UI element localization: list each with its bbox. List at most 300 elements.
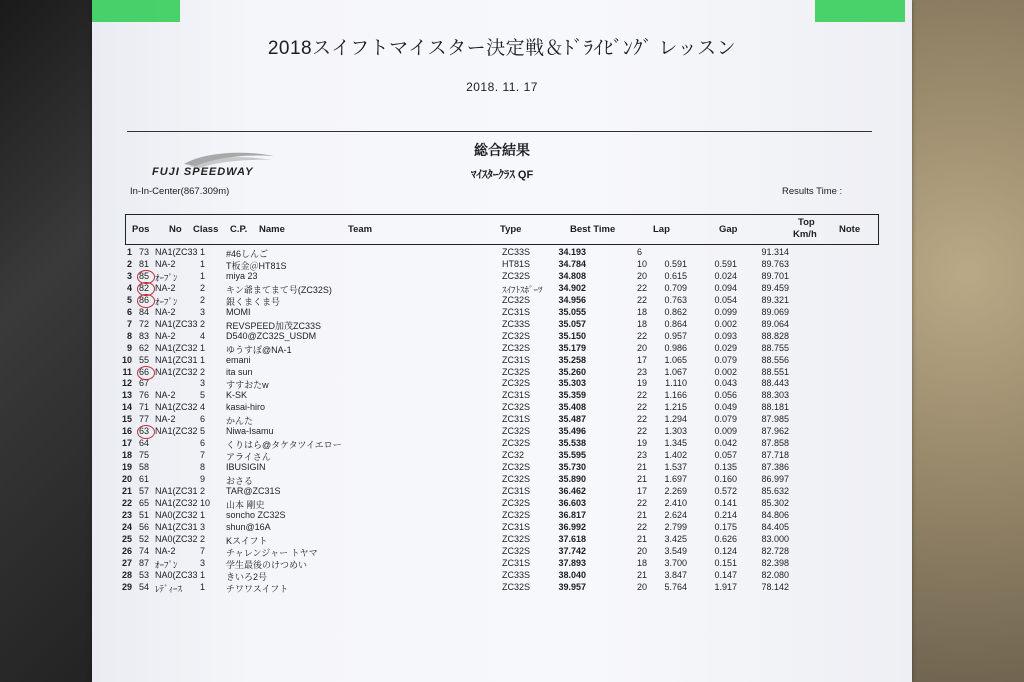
event-date: 2018. 11. 17 [466,80,538,94]
top-speed-cell: 84.806 [761,509,789,520]
best-time-cell: 36.992 [558,521,586,532]
best-time-cell: 36.603 [558,497,586,508]
col-team: Team [348,224,373,235]
type-cell: ZC32S [502,474,531,485]
no-cell: 74 [139,545,150,556]
table-row [92,307,912,319]
lap-cell: 19 [637,438,648,449]
no-cell: 77 [139,414,150,425]
no-cell: 53 [139,569,150,580]
top-speed-cell: 89.459 [761,282,789,293]
lap-cell: 18 [637,318,648,329]
gap-diff-cell: 0.057 [714,450,737,461]
table-row [92,570,912,582]
cp-cell: 2 [200,533,206,544]
cp-cell: 8 [200,462,206,473]
cp-cell: 4 [200,330,206,341]
name-cell: アライさん [226,452,271,463]
best-time-cell: 38.040 [558,569,586,580]
no-cell: 72 [139,318,150,329]
gap-diff-cell: 0.056 [714,390,737,401]
lap-cell: 22 [637,497,648,508]
cp-cell: 1 [200,509,206,520]
cp-cell: 3 [200,378,206,389]
class-cell: NA0(ZC32 [155,509,198,520]
lap-cell: 21 [637,533,648,544]
table-row [92,450,912,462]
name-cell: チワワスイフト [226,583,289,594]
gap-cell: 3.549 [664,545,687,556]
gap-cell: 0.957 [664,330,687,341]
cp-cell: 1 [200,270,206,281]
class-cell: NA1(ZC31 [155,521,198,532]
top-speed-cell: 84.405 [761,521,789,532]
table-row [92,414,912,426]
class-cell: NA-2 [155,545,176,556]
top-speed-cell: 87.985 [761,414,789,425]
gap-cell: 2.624 [664,509,687,520]
type-cell: ZC32S [502,509,531,520]
class-cell: NA1(ZC32 [155,426,198,437]
pos-cell: 9 [126,342,132,353]
cp-cell: 2 [200,318,206,329]
no-cell: 76 [139,390,150,401]
name-cell: IBUSIGIN [226,462,266,473]
lap-cell: 20 [637,270,648,281]
best-time-cell: 37.742 [558,545,586,556]
name-cell: かんた [226,416,254,427]
lap-cell: 23 [637,450,648,461]
gap-cell: 0.709 [664,282,687,293]
type-cell: ZC31S [502,390,531,401]
type-cell: ZC31S [502,354,531,365]
best-time-cell: 35.150 [558,330,586,341]
gap-cell: 2.799 [664,521,687,532]
cp-cell: 1 [200,569,206,580]
top-speed-cell: 88.551 [761,366,789,377]
lap-cell: 17 [637,486,648,496]
gap-diff-cell: 0.093 [714,330,737,341]
event-title: 2018スイフトマイスター決定戦＆ﾄﾞﾗｲﾋﾞﾝｸﾞ レッスン [267,38,737,59]
table-row [92,582,912,594]
gap-cell: 1.537 [664,462,687,473]
best-time-cell: 35.408 [558,402,586,413]
col-no: No [169,224,182,235]
top-speed-cell: 88.556 [761,354,789,365]
class-cell: NA1(ZC31 [155,486,198,496]
top-speed-cell: 86.997 [761,474,789,485]
class-cell: ﾚﾃﾞｨｰｽ [155,583,183,594]
class-cell: NA1(ZC32 [155,366,198,377]
type-cell: ZC32S [502,497,531,508]
cp-cell: 9 [200,474,206,485]
best-time-cell: 35.730 [558,462,586,473]
lap-cell: 21 [637,474,648,485]
gap-cell: 3.700 [664,557,687,568]
gap-cell: 3.847 [664,569,687,580]
no-cell: 75 [139,450,150,461]
table-row [92,462,912,474]
top-speed-cell: 89.701 [761,270,789,281]
table-row [92,534,912,546]
class-cell: NA-2 [155,390,176,401]
class-cell: NA0(ZC33 [155,569,198,580]
type-cell: ZC32S [502,294,531,305]
lap-cell: 20 [637,545,648,556]
cp-cell: 1 [200,247,206,257]
best-time-cell: 34.193 [558,247,586,257]
name-cell: #46しんご [226,249,269,259]
pos-cell: 17 [121,438,132,449]
best-time-cell: 36.817 [558,509,586,520]
table-row [92,271,912,283]
gap-cell: 5.764 [664,581,687,592]
type-cell: ZC32S [502,330,531,341]
table-row [92,402,912,414]
best-time-cell: 39.957 [558,581,586,592]
type-cell: ZC31S [502,306,531,317]
cp-cell: 6 [200,414,206,425]
col-kmh: Km/h [793,229,817,240]
class-cell: ｵｰﾌﾟﾝ [155,272,178,283]
gap-diff-cell: 0.024 [714,270,737,281]
name-cell: K-SK [226,390,248,401]
type-cell: ZC32 [502,450,525,461]
gap-cell: 1.065 [664,354,687,365]
no-cell: 51 [139,509,150,520]
top-speed-cell: 88.828 [761,330,789,341]
cp-cell: 5 [200,426,206,437]
results-heading: 総合結果 [474,142,530,158]
class-cell: NA1(ZC33 [155,247,198,257]
gap-cell: 1.067 [664,366,687,377]
col-lap: Lap [653,224,670,235]
cp-cell: 1 [200,581,206,592]
gap-diff-cell: 0.626 [714,533,737,544]
no-cell: 63 [139,426,150,437]
gap-diff-cell: 0.049 [714,402,737,413]
cp-cell: 2 [200,294,206,305]
name-cell: きいろ2号 [226,571,268,582]
col-gap: Gap [719,224,738,235]
lap-cell: 22 [637,426,648,437]
pos-cell: 23 [121,509,132,520]
gap-diff-cell: 0.002 [714,366,737,377]
results-sheet [92,0,912,682]
class-heading: ﾏｲｽﾀｰｸﾗｽ QF [470,169,534,181]
pos-cell: 10 [121,354,132,365]
name-cell: すすおたw [226,380,269,391]
table-row [92,331,912,343]
no-cell: 54 [139,581,150,592]
gap-diff-cell: 0.214 [714,509,737,520]
best-time-cell: 35.055 [558,306,586,317]
gap-diff-cell: 0.079 [714,414,737,425]
gap-diff-cell: 0.043 [714,378,737,389]
name-cell: チャレンジャー トヤマ [226,547,318,558]
no-cell: 86 [139,294,150,305]
class-cell: NA0(ZC32 [155,533,198,544]
top-speed-cell: 88.443 [761,378,789,389]
fuji-speedway-logo [144,150,294,188]
pos-cell: 22 [121,497,132,508]
top-speed-cell: 88.181 [761,402,789,413]
name-cell: miya 23 [226,270,258,281]
table-row [92,390,912,402]
name-cell: ゆうすぽ@NA-1 [226,344,292,355]
gap-cell: 2.269 [664,486,687,496]
table-row [92,486,912,498]
no-cell: 82 [139,282,150,293]
gap-diff-cell: 0.002 [714,318,737,329]
name-cell: MOMI [226,306,251,317]
cp-cell: 1 [200,342,206,353]
best-time-cell: 35.258 [558,354,586,365]
top-speed-cell: 87.962 [761,426,789,437]
best-time-cell: 37.893 [558,557,586,568]
gap-cell: 1.697 [664,474,687,485]
name-cell: shun@16A [226,521,271,532]
lap-cell: 22 [637,402,648,413]
pos-cell: 8 [126,330,132,341]
top-speed-cell: 85.302 [761,497,789,508]
no-cell: 55 [139,354,150,365]
pos-cell: 5 [126,294,132,305]
table-row [92,474,912,486]
class-cell: NA-2 [155,330,176,341]
top-speed-cell: 82.728 [761,545,789,556]
table-row [92,343,912,355]
no-cell: 57 [139,486,150,496]
class-cell: NA1(ZC31 [155,354,198,365]
gap-cell: 1.303 [664,426,687,437]
gap-diff-cell: 0.151 [714,557,737,568]
top-speed-cell: 88.755 [761,342,789,353]
logo-text: FUJI SPEEDWAY [152,166,254,178]
lap-cell: 21 [637,462,648,473]
class-cell: NA1(ZC32 [155,402,198,413]
lap-cell: 19 [637,378,648,389]
gap-diff-cell: 0.124 [714,545,737,556]
table-row [92,510,912,522]
pos-cell: 18 [121,450,132,461]
cp-cell: 2 [200,282,206,293]
type-cell: ｽｲﾌﾄｽﾎﾟｰﾂ [502,284,543,295]
best-time-cell: 34.956 [558,294,586,305]
lap-cell: 17 [637,354,648,365]
col-name: Name [259,224,285,235]
lap-cell: 23 [637,366,648,377]
col-note: Note [839,224,861,235]
name-cell: kasai-hiro [226,402,266,413]
best-time-cell: 35.538 [558,438,586,449]
no-cell: 52 [139,533,150,544]
cp-cell: 7 [200,450,206,461]
gap-diff-cell: 0.094 [714,282,737,293]
gap-diff-cell: 1.917 [714,581,737,592]
cp-cell: 3 [200,521,206,532]
no-cell: 87 [139,557,150,568]
top-speed-cell: 82.398 [761,557,789,568]
name-cell: 銀くまくま号 [226,296,281,307]
name-cell: 学生最後のけつめい [226,559,308,570]
best-time-cell: 35.890 [558,474,586,485]
table-row [92,283,912,295]
lap-cell: 22 [637,294,648,305]
gap-diff-cell: 0.141 [714,497,737,508]
gap-cell: 0.986 [664,342,687,353]
gap-cell: 0.591 [664,258,687,269]
no-cell: 71 [139,402,150,413]
cp-cell: 3 [200,557,206,568]
handwritten-circle-mark [137,294,155,308]
table-row [92,498,912,510]
pos-cell: 29 [121,581,132,592]
pos-cell: 6 [126,306,132,317]
type-cell: ZC33S [502,318,531,329]
type-cell: ZC31S [502,486,531,496]
best-time-cell: 35.496 [558,426,586,437]
col-cp: C.P. [230,224,248,235]
table-row [92,355,912,367]
type-cell: ZC33S [502,569,531,580]
no-cell: 84 [139,306,150,317]
class-cell: NA1(ZC32 [155,342,198,353]
type-cell: ZC32S [502,438,531,449]
top-speed-cell: 91.314 [761,247,789,257]
name-cell: soncho ZC32S [226,509,286,520]
cp-cell: 10 [200,497,211,508]
class-cell: NA-2 [155,414,176,425]
top-speed-cell: 82.080 [761,569,789,580]
pos-cell: 1 [126,247,132,257]
best-time-cell: 37.618 [558,533,586,544]
gap-diff-cell: 0.591 [714,258,737,269]
no-cell: 62 [139,342,150,353]
pos-cell: 14 [121,402,132,413]
name-cell: Kスイフト [226,535,268,546]
table-header [125,214,879,245]
gap-cell: 2.410 [664,497,687,508]
top-speed-cell: 87.718 [761,450,789,461]
pos-cell: 12 [121,378,132,389]
col-top: Top [798,217,815,228]
type-cell: HT81S [502,258,531,269]
pos-cell: 25 [121,533,132,544]
name-cell: TAR@ZC31S [226,486,281,496]
lap-cell: 22 [637,330,648,341]
lap-cell: 20 [637,581,648,592]
pos-cell: 26 [121,545,132,556]
pos-cell: 13 [121,390,132,401]
lap-cell: 22 [637,521,648,532]
divider [127,131,872,132]
best-time-cell: 35.595 [558,450,586,461]
tape-left [92,0,180,22]
class-cell: NA-2 [155,258,176,269]
pos-cell: 2 [126,258,132,269]
no-cell: 64 [139,438,150,449]
name-cell: キン爺まてまて号(ZC32S) [226,284,332,295]
no-cell: 66 [139,366,150,377]
table-row [92,558,912,570]
gap-cell: 1.402 [664,450,687,461]
top-speed-cell: 87.386 [761,462,789,473]
lap-cell: 20 [637,342,648,353]
pos-cell: 7 [126,318,132,329]
gap-diff-cell: 0.175 [714,521,737,532]
table-row [92,367,912,379]
class-cell: ｵｰﾌﾟﾝ [155,559,178,570]
top-speed-cell: 88.303 [761,390,789,401]
table-row [92,378,912,390]
no-cell: 83 [139,330,150,341]
type-cell: ZC32S [502,426,531,437]
top-speed-cell: 78.142 [761,581,789,592]
type-cell: ZC31S [502,521,531,532]
class-cell: NA1(ZC32 [155,497,198,508]
top-speed-cell: 83.000 [761,533,789,544]
top-speed-cell: 89.064 [761,318,789,329]
table-row [92,522,912,534]
pos-cell: 4 [126,282,132,293]
best-time-cell: 34.784 [558,258,586,269]
col-type: Type [500,224,522,235]
best-time-cell: 35.179 [558,342,586,353]
name-cell: おさる [226,476,254,487]
gap-cell: 0.862 [664,306,687,317]
handwritten-circle-mark [137,366,155,380]
lap-cell: 22 [637,390,648,401]
cp-cell: 1 [200,354,206,365]
class-cell: NA1(ZC33 [155,318,198,329]
type-cell: ZC32S [502,366,531,377]
no-cell: 81 [139,258,150,269]
course-label: In-In-Center(867.309m) [130,186,230,197]
gap-cell: 1.345 [664,438,687,449]
no-cell: 58 [139,462,150,473]
table-row [92,247,912,259]
tape-right [815,0,905,22]
cp-cell: 3 [200,306,206,317]
type-cell: ZC32S [502,402,531,413]
type-cell: ZC32S [502,270,531,281]
gap-cell: 1.215 [664,402,687,413]
lap-cell: 21 [637,509,648,520]
name-cell: ita sun [226,366,253,377]
best-time-cell: 35.260 [558,366,586,377]
col-class: Class [193,224,219,235]
pos-cell: 19 [121,462,132,473]
type-cell: ZC32S [502,545,531,556]
name-cell: D540@ZC32S_USDM [226,330,317,341]
gap-cell: 1.110 [665,378,687,389]
gap-diff-cell: 0.147 [714,569,737,580]
best-time-cell: 35.057 [558,318,586,329]
gap-cell: 1.166 [664,390,687,401]
no-cell: 85 [139,270,150,281]
name-cell: Niwa-Isamu [226,426,274,437]
gap-cell: 0.864 [664,318,687,329]
type-cell: ZC32S [502,533,531,544]
table-row [92,438,912,450]
table-row [92,319,912,331]
pos-cell: 11 [122,366,132,377]
name-cell: くりはら@タケタツイエロー [226,440,342,451]
top-speed-cell: 89.321 [761,294,789,305]
top-speed-cell: 87.858 [761,438,789,449]
best-time-cell: 36.462 [558,486,586,496]
